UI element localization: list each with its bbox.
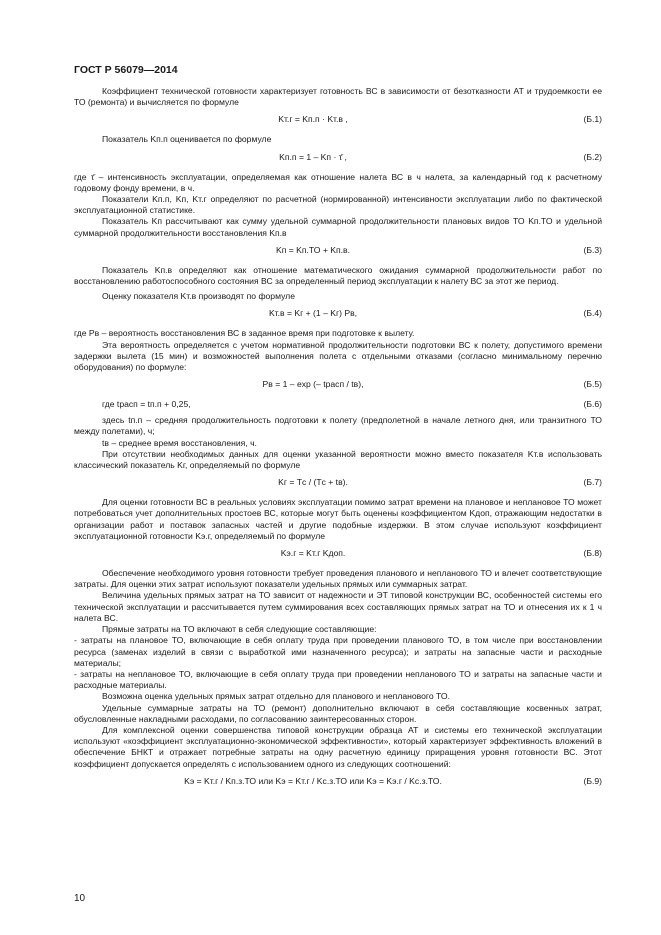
formula-text: Kп.п = 1 – Kп · τ̄ , bbox=[279, 151, 347, 162]
paragraph: Для комплексной оценки совершенства типовой конструкции образца АТ и системы его технической эксплуатации используют «коэффициент эксплуатационно-экономической эффективности», который характеризует эффективность вложений в обеспечение БНКТ и отражает потребные затраты на одну расчетную единицу приращения уровня готовности ВС. Этот коэффициент допускается определять с использованием одного из следующих соотношений: bbox=[74, 724, 602, 769]
formula-number: (Б.8) bbox=[583, 548, 602, 559]
paragraph: tв – среднее время восстановления, ч. bbox=[102, 437, 257, 448]
formula-text: Kп = Kп.ТО + Kп.в. bbox=[275, 244, 351, 255]
formula-b5 bbox=[74, 379, 602, 393]
page-header: ГОСТ Р 56079—2014 bbox=[74, 64, 178, 76]
paragraph: Для оценки готовности ВС в реальных условиях эксплуатации помимо затрат времени на плановое и неплановое ТО может потребоваться учет дополнительных простоев ВС, которые могут быть оценены коэффициентом Kдоп, отражающим недостатки в организации работ и поставок запасных частей и другие подобные издержки. В этом случае используют коэффициент эксплуатационной готовности Kэ.г, определяемый по формуле bbox=[74, 497, 602, 541]
paragraph: Показатель Kп.в определяют как отношение математического ожидания суммарной продолжительности работ по восстановлению работоспособного состояния ВС за определенный период эксплуатации к налету ВС за этот же период. bbox=[74, 264, 602, 287]
formula-b6 bbox=[74, 399, 602, 413]
formula-text: где tрасп = tп.п + 0,25, bbox=[102, 399, 191, 410]
paragraph: Оценку показателя Kт.в производят по формуле bbox=[102, 291, 295, 302]
formula-number: (Б.3) bbox=[583, 244, 602, 255]
formula-b3 bbox=[74, 245, 602, 259]
formula-number: (Б.1) bbox=[583, 114, 602, 125]
paragraph: Удельные суммарные затраты на ТО (ремонт) дополнительно включают в себя составляющие косвенных затрат, обусловленные накладными расходами, по согласованию заинтересованных сторон. bbox=[74, 702, 602, 724]
paragraph: где τ̄ – интенсивность эксплуатации, определяемая как отношение налета ВС в ч налета, за календарный год к расчетному годовому фонду времени, в ч. bbox=[74, 171, 602, 193]
paragraph: Возможна оценка удельных прямых затрат отдельно для планового и непланового ТО. bbox=[102, 691, 450, 702]
formula-text: Kт.в = Kг + (1 – Kг) Pв, bbox=[268, 308, 358, 319]
formula-number: (Б.2) bbox=[583, 151, 602, 162]
paragraph: Обеспечение необходимого уровня готовности требует проведения планового и непланового ТО и влечет соответствующие затраты. Для оценки этих затрат используют показатели удельных прямых или суммарных затрат. bbox=[74, 568, 602, 590]
paragraph: Показатели Kп.п, Kп, Kт.г определяют по расчетной (нормированной) интенсивности эксплуатации либо по фактической эксплуатационной статистике. bbox=[74, 194, 602, 216]
paragraph: Величина удельных прямых затрат на ТО зависит от надежности и ЭТ типовой конструкции ВС, особенностей системы его технической эксплуатации и рассчитывается путем суммирования всех составляющих прямых затрат на ТО и отнесения их к 1 ч налета ВС. bbox=[74, 590, 602, 623]
paragraph: Показатель Kп.п оценивается по формуле bbox=[102, 134, 272, 145]
formula-number: (Б.5) bbox=[583, 379, 602, 390]
formula-number: (Б.6) bbox=[583, 399, 602, 410]
paragraph: где Pв – вероятность восстановления ВС в заданное время при подготовке к вылету. bbox=[74, 328, 415, 339]
formula-b9 bbox=[74, 776, 602, 790]
formula-b2 bbox=[74, 152, 602, 166]
formula-b8 bbox=[74, 548, 602, 562]
formula-number: (Б.4) bbox=[583, 308, 602, 319]
formula-b7 bbox=[74, 477, 602, 491]
formula-text: Kг = Tс / (Tс + tв). bbox=[278, 477, 348, 488]
formula-text: Pв = 1 – exp (– tрасп / tв), bbox=[262, 379, 364, 390]
list-item: - затраты на плановое ТО, включающие в себя оплату труда при проведении планового ТО, в том числе при восстановлении ресурса (заменах изделий в связи с выработкой ими назначенного ресурса); и затраты на запасные части и расходные материалы; bbox=[74, 635, 602, 668]
paragraph: При отсутствии необходимых данных для оценки указанной вероятности можно вместо показателя Kт.в использовать классический показатель Kг, определяемый по формуле bbox=[74, 448, 602, 471]
formula-number: (Б.7) bbox=[583, 477, 602, 488]
paragraph: Прямые затраты на ТО включают в себя следующие составляющие: bbox=[102, 624, 377, 635]
paragraph: Коэффициент технической готовности характеризует готовность ВС в зависимости от безотказности АТ и трудоемкости ее ТО (ремонта) и вычисляется по формуле bbox=[74, 86, 602, 108]
formula-number: (Б.9) bbox=[583, 775, 602, 786]
paragraph: Эта вероятность определяется с учетом нормативной продолжительности подготовки ВС к полету, допустимого времени задержки вылета (15 мин) и возможностей выполнения полета с отдельными отказами (согласно минимальному перечню оборудования) по формуле: bbox=[74, 339, 602, 373]
formula-b1 bbox=[74, 114, 602, 128]
page-content bbox=[74, 86, 602, 796]
paragraph: здесь tп.п – средняя продолжительность подготовки к полету (предполетной в начале летного дня, или транзитного ТО между полетами), ч; bbox=[74, 415, 602, 437]
formula-text: Kэ = Kт.г / Kп.з.ТО или Kэ = Kт.г / Kс.з.ТО или Kэ = Kэ.г / Kс.з.ТО. bbox=[184, 775, 442, 786]
page-number: 10 bbox=[74, 893, 86, 904]
formula-text: Kт.г = Kп.п · Kт.в , bbox=[278, 114, 348, 125]
formula-text: Kэ.г = Kт.г Kдоп. bbox=[280, 548, 346, 559]
list-item: - затраты на неплановое ТО, включающие в себя оплату труда при проведении непланового ТО и затраты на запасные части и расходные материалы. bbox=[74, 668, 602, 691]
formula-b4 bbox=[74, 308, 602, 322]
paragraph: Показатель Kп рассчитывают как сумму удельной суммарной продолжительности плановых видов ТО Kп.ТО и удельной суммарной продолжительности восстановления Kп.в bbox=[74, 216, 602, 238]
